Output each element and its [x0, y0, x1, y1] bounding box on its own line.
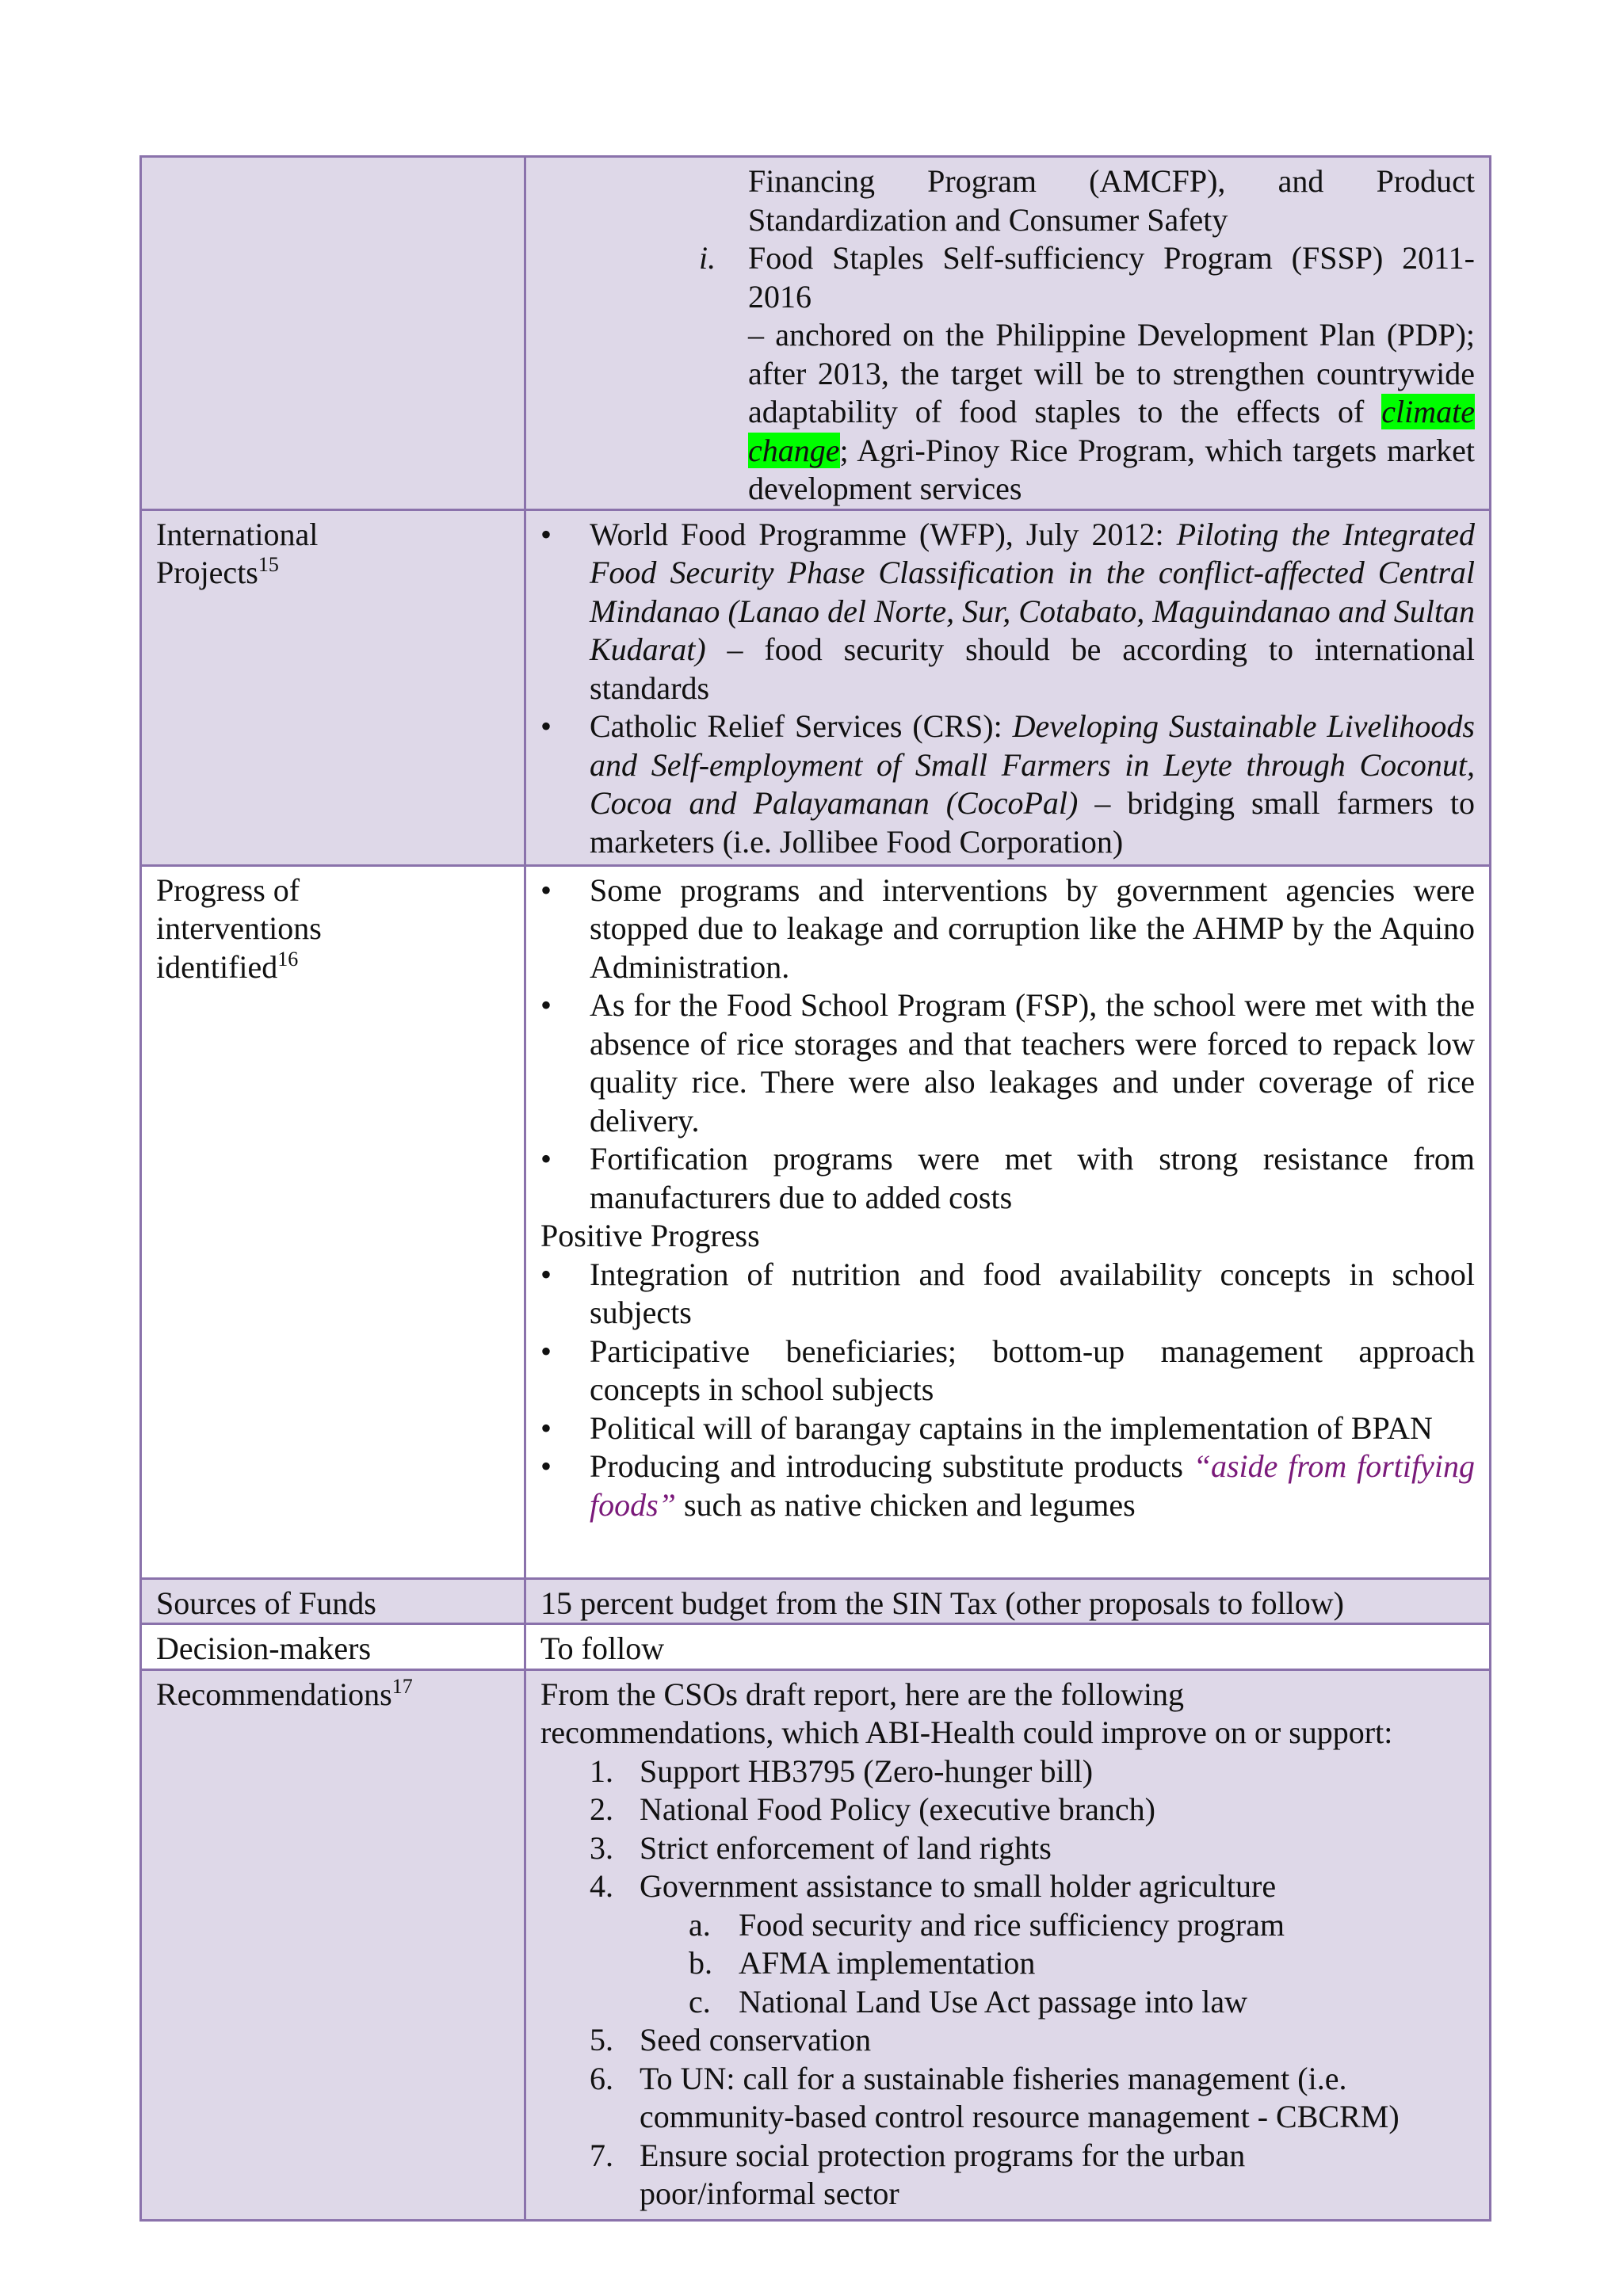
row-content-progress [525, 865, 1491, 1578]
footnote-ref: 15 [258, 553, 279, 576]
list-item: • As for the Food School Program (FSP), the school were met with the absence of rice storages and that teachers were forced to repack low quality rice. There were also leakages and under coverage of rice delivery. [540, 986, 1475, 1140]
bullet-marker: • [540, 1141, 552, 1177]
footnote-ref: 17 [391, 1674, 413, 1698]
row-label-recommendations: Recommendations$^{17}$ [141, 1669, 525, 2220]
row-label-empty [141, 157, 525, 510]
info-table [139, 155, 1491, 2222]
bullet-marker: • [540, 1256, 552, 1292]
bullet-marker: • [540, 871, 552, 908]
numbered-item: 6. To UN: call for a sustainable fisheries management (i.e. community-based control resource management - CBCRM) [590, 2060, 1400, 2134]
bullet-marker: • [540, 516, 552, 552]
highlighted-text: change [748, 432, 840, 468]
footnote-ref: 16 [277, 947, 299, 971]
numbered-item: 7. Ensure social protection programs for the urban poor/informal sector [590, 2137, 1246, 2211]
row-label-international-projects: International Projects$^{15}$ [141, 509, 525, 865]
highlighted-text: climate [1381, 394, 1475, 429]
list-item: • Fortification programs were met with strong resistance from manufacturers due to added costs [540, 1140, 1475, 1217]
table-row-international-projects [141, 509, 1491, 865]
list-item: • Participative beneficiaries; bottom-up management approach concepts in school subjects [540, 1333, 1475, 1409]
roman-marker: i. [699, 240, 716, 276]
row-content-international-projects [525, 509, 1491, 865]
item-line: after 2013, the target will be to strengthen countrywide [748, 355, 1475, 391]
intro-line: recommendations, which ABI-Health could improve on or support: [540, 1714, 1393, 1750]
continuation-line: Financing Program (AMCFP), and Product [748, 163, 1475, 199]
item-line: adaptability of food staples to the effects of climate [748, 394, 1475, 429]
item-line: Food Staples Self-sufficiency Program (FSSP) 2011-2016 [748, 240, 1475, 315]
list-item: • World Food Programme (WFP), July 2012: Piloting the Integrated Food Security Phase Classification in the conflict-affected Central Mindanao (Lanao del Norte, Sur, Cotabato, Maguindanao and Sultan Kudarat) – food security should be according to international standards [540, 516, 1475, 708]
continuation-line: Standardization and Consumer Safety [748, 201, 1228, 238]
bullet-marker: • [540, 708, 552, 744]
bullet-marker: • [540, 1448, 552, 1484]
row-label-progress: Progress of interventions identified$^{16}$ [141, 865, 525, 1578]
numbered-item: 1. Support HB3795 (Zero-hunger bill) [590, 1753, 1094, 1789]
row-label-sources-of-funds: Sources of Funds [141, 1578, 525, 1624]
row-value-decision-makers: To follow [525, 1624, 1491, 1670]
bullet-marker: • [540, 1409, 552, 1446]
numbered-item: 4. Government assistance to small holder agriculture [590, 1868, 1277, 1904]
list-item-roman-i [540, 239, 1475, 509]
lettered-item: c. National Land Use Act passage into law [689, 1983, 1248, 2019]
row-content-continuation [525, 157, 1491, 510]
list-item: • Producing and introducing substitute products “aside from fortifying foods” such as native chicken and legumes [540, 1447, 1475, 1524]
row-content-recommendations [525, 1669, 1491, 2220]
lettered-item: b. AFMA implementation [689, 1945, 1036, 1981]
item-line: development services [748, 471, 1022, 506]
bullet-marker: • [540, 987, 552, 1023]
subheading: Positive Progress [540, 1218, 760, 1253]
numbered-item: 2. National Food Policy (executive branch) [590, 1791, 1155, 1827]
row-label-decision-makers: Decision-makers [141, 1624, 525, 1670]
row-value-sources-of-funds: 15 percent budget from the SIN Tax (other proposals to follow) [525, 1578, 1491, 1624]
table-row-progress [141, 865, 1491, 1578]
numbered-item: 5. Seed conservation [590, 2022, 872, 2058]
intro-line: From the CSOs draft report, here are the following [540, 1676, 1185, 1712]
list-item: • Integration of nutrition and food availability concepts in school subjects [540, 1256, 1475, 1333]
table-row-recommendations [141, 1669, 1491, 2220]
list-item: • Political will of barangay captains in the implementation of BPAN [540, 1409, 1475, 1448]
item-line: – anchored on the Philippine Development Plan (PDP); [748, 317, 1475, 353]
item-line: change; Agri-Pinoy Rice Program, which targets market [748, 432, 1475, 468]
bullet-marker: • [540, 1333, 552, 1369]
list-item: • Catholic Relief Services (CRS): Developing Sustainable Livelihoods and Self-employment of Small Farmers in Leyte through Coconut, Cocoa and Palayamanan (CocoPal) – bridging small farmers to marketers (i.e. Jollibee Food Corporation) [540, 707, 1475, 861]
table-row-decision-makers [141, 1624, 1491, 1670]
list-item: • Some programs and interventions by government agencies were stopped due to leakage and corruption like the AHMP by the Aquino Administration. [540, 871, 1475, 987]
numbered-item: 3. Strict enforcement of land rights [590, 1829, 1052, 1866]
quoted-text: “aside from fortifying foods” [590, 1448, 1475, 1523]
lettered-item: a. Food security and rice sufficiency program [689, 1906, 1285, 1943]
table-row-continuation [141, 157, 1491, 510]
table-row-sources-of-funds [141, 1578, 1491, 1624]
